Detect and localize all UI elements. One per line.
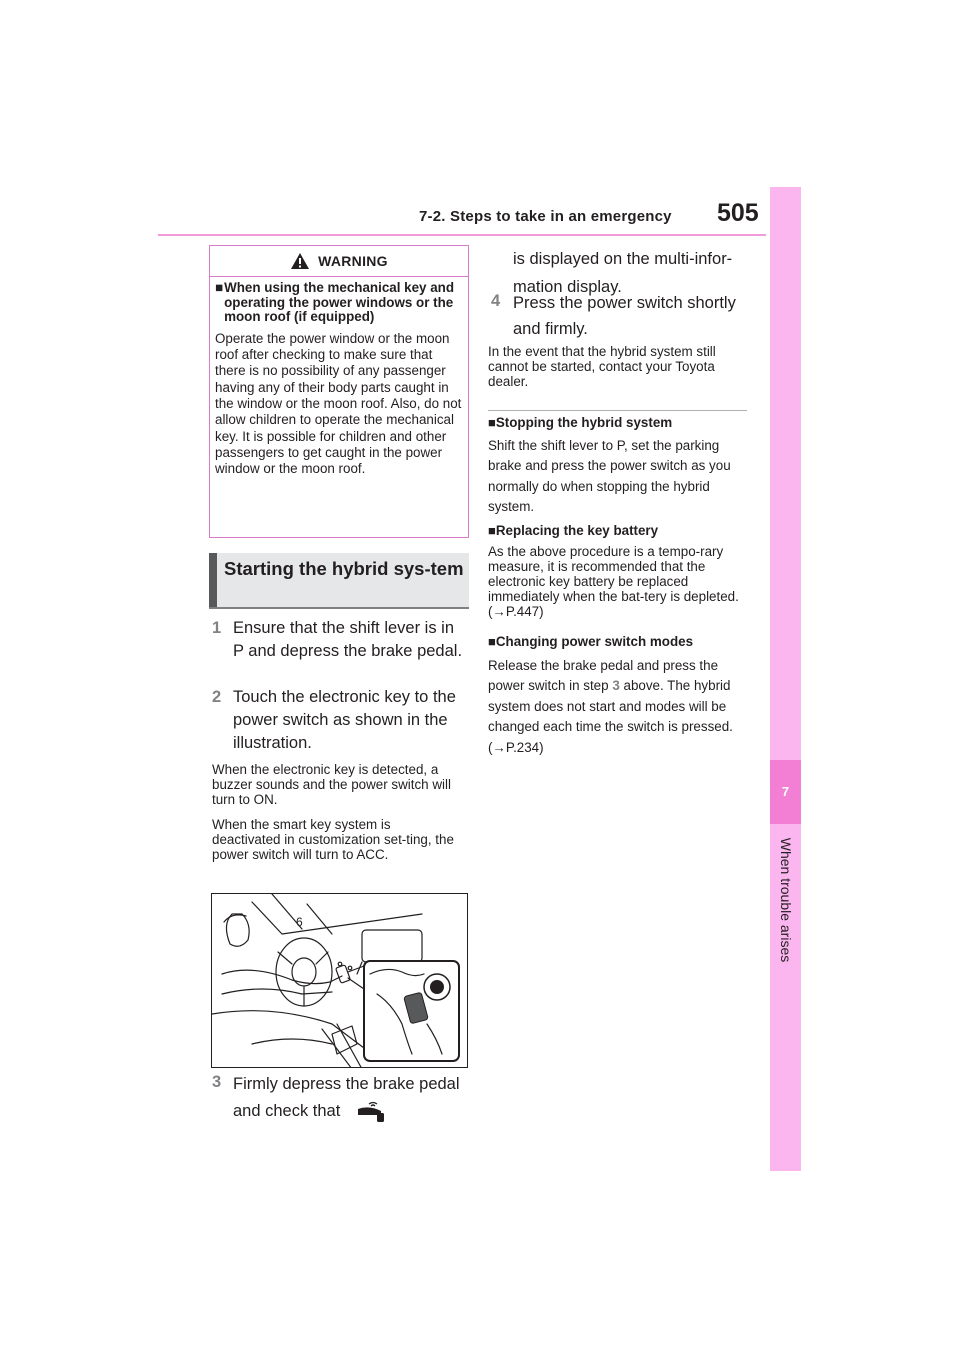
hybrid-system-ready-icon: [355, 1101, 389, 1123]
subsection-marker: ■: [488, 415, 496, 430]
header-rule: [158, 234, 766, 236]
step-ref-number: 3: [612, 678, 620, 694]
subsection-modes-text-before: Release the brake pedal and press the power switch in step: [488, 658, 719, 694]
subsection-modes-body: [488, 656, 750, 758]
step-number: 2: [212, 688, 222, 706]
page-number: 505: [717, 199, 759, 227]
step-text: Ensure that the shift lever is in P and depress the brake pedal.: [233, 619, 463, 660]
page-ref-arrow: →: [492, 603, 506, 619]
subsection-stopping-body: Shift the shift lever to P, set the parking brake and press the power switch as you normally do when stopping the hybrid system.: [488, 438, 731, 514]
chapter-number: 7: [770, 760, 801, 824]
page-ref-link[interactable]: P.447: [505, 603, 540, 619]
running-header: 7-2. Steps to take in an emergency: [419, 208, 672, 225]
warning-subhead-marker: ■: [215, 280, 224, 295]
subsection-modes-title: [488, 634, 693, 649]
subsection-title: Replacing the key battery: [495, 523, 659, 538]
step-text: Press the power switch shortly and firmly.: [513, 294, 736, 338]
illustration-digit: 6: [296, 915, 303, 929]
key-touch-illustration: [211, 893, 468, 1068]
step2-note-detected: When the electronic key is detected, a buzzer sounds and the power switch will turn to ON.: [212, 762, 451, 807]
page-ref-close: ): [539, 739, 544, 755]
subsection-marker: ■: [488, 634, 496, 649]
power-switch-inset: [364, 961, 459, 1061]
step-number: 4: [491, 292, 501, 310]
warning-subhead: [215, 281, 464, 325]
step-number: 3: [212, 1073, 222, 1091]
step-text-before-icon: Firmly depress the brake pedal and check that: [233, 1075, 460, 1120]
chapter-title: When trouble arises: [778, 837, 794, 963]
warning-label: WARNING: [318, 253, 388, 269]
subsection-modes-text-after: above. The hybrid system does not start and modes will be changed each time the switch is pressed.: [488, 678, 733, 735]
chapter-side-tab: [770, 187, 801, 1171]
section-heading-bar: [209, 553, 217, 607]
subsection-title: Changing power switch modes: [495, 634, 694, 649]
warning-subhead-text: When using the mechanical key and operating the power windows or the moon roof (if equipped): [224, 280, 455, 325]
section-heading-text: Starting the hybrid sys-tem: [224, 558, 464, 579]
step-number: 1: [212, 619, 222, 637]
page-ref-link[interactable]: P.234: [505, 739, 540, 755]
page-ref-close: ): [539, 603, 544, 619]
step2-note-acc: When the smart key system is deactivated in customization set-ting, the power switch will turn to ACC.: [212, 817, 454, 862]
warning-box: [209, 245, 469, 538]
warning-triangle-icon: [290, 252, 310, 270]
subsection-title: Stopping the hybrid system: [495, 415, 673, 430]
step-text: Touch the electronic key to the power switch as shown in the illustration.: [233, 688, 456, 752]
subsection-marker: ■: [488, 523, 496, 538]
subsection-battery-title: [488, 523, 658, 538]
driver-illustration: [212, 894, 468, 1068]
subsection-battery-text: As the above procedure is a tempo-rary measure, it is recommended that the electronic key battery be replaced immediately when the bat-tery is depleted. (: [488, 544, 739, 619]
section-heading: [209, 553, 469, 609]
warning-header: [210, 246, 468, 277]
step-text-after-icon: is displayed on the multi-infor-mation display.: [513, 250, 733, 296]
warning-body: Operate the power window or the moon roof after checking to make sure that there is no possibility of any passenger having any of their body parts caught in the window or the moon roof. Also, do not allow children to operate the mechanical key. It is possible for children and other passengers to get caught in the power window or the moon roof.: [215, 330, 462, 477]
column-divider: [488, 410, 747, 411]
step4-note: In the event that the hybrid system still cannot be started, contact your Toyota dealer.: [488, 344, 716, 389]
page-ref-open: (: [488, 739, 493, 755]
subsection-stopping-title: [488, 415, 672, 430]
page-ref-arrow: →: [492, 739, 506, 755]
subsection-battery-body: [488, 545, 750, 620]
